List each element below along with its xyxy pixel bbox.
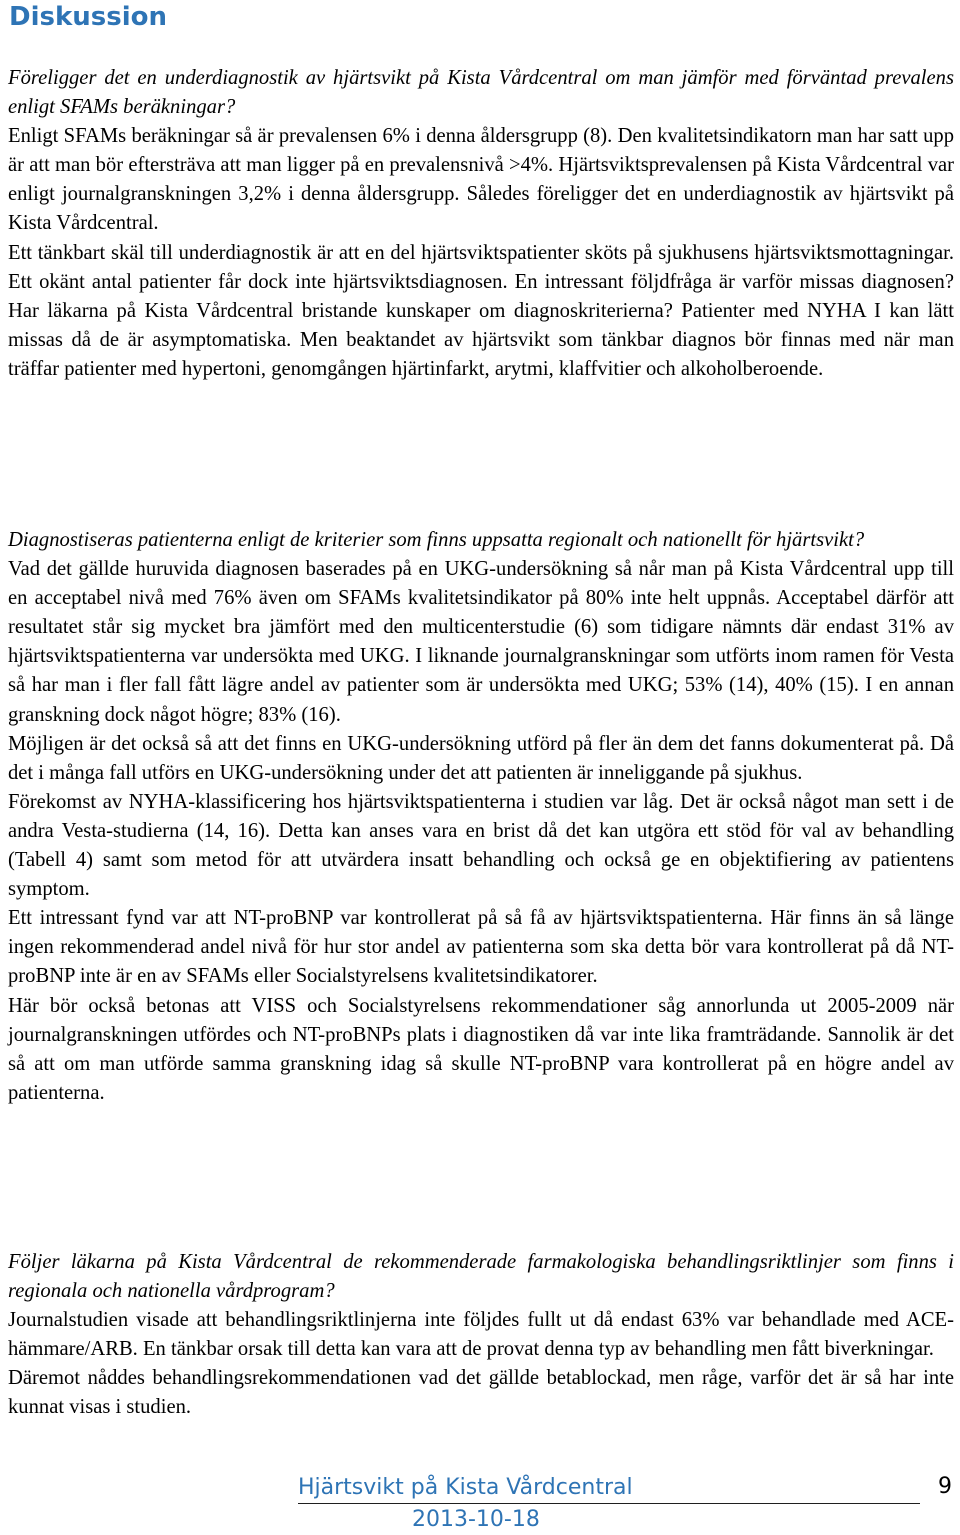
section-behandlingsriktlinjer [8,1248,954,1423]
footer-divider [298,1503,920,1504]
paragraph: Här bör också betonas att VISS och Socialstyrelsens rekommendationer såg annorlunda ut 2005-2009 när journalgranskningen utfördes och NT-proBNPs plats i diagnostiken då var inte lika framträdande. Sannolik är det så att om man utförde samma granskning idag så skulle NT-proBNP vara kontrollerat på en högre andel av patienterna. [8,994,954,1104]
paragraph: Ett tänkbart skäl till underdiagnostik är att en del hjärtsviktspatienter sköts på sjukhusens hjärtsviktsmottagningar. Ett okänt antal patienter får dock inte hjärtsviktsdiagnosen. En intressant följdfråga är varför missas diagnosen? Har läkarna på Kista Vårdcentral bristande kunskaper om diagnoskriterierna? Patienter med NYHA I kan lätt missas då de är asymptomatiska. Men beaktandet av hjärtsvikt som tänkbar diagnos bör finnas med när man träffar patienter med hypertoni, genomgången hjärtinfarkt, arytmi, klaffvitier och alkoholberoende. [8,241,954,380]
paragraph: Däremot nåddes behandlingsrekommendationen vad det gällde betablockad, men råge, varför det är så har inte kunnat visas i studien. [8,1367,954,1419]
page-heading: Diskussion [9,2,168,32]
section-diagnoskriterier [8,526,954,1108]
page-number: 9 [938,1474,952,1499]
section-question: Föreligger det en underdiagnostik av hjärtsvikt på Kista Vårdcentral om man jämför med förväntad prevalens enligt SFAMs beräkningar? [8,67,954,119]
section-question: Följer läkarna på Kista Vårdcentral de rekommenderade farmakologiska behandlingsriktlinjer som finns i regionala och nationella vårdprogram? [8,1251,954,1303]
paragraph: Möjligen är det också så att det finns en UKG-undersökning utförd på fler än dem det fanns dokumenterat på. Då det i många fall utförs en UKG-undersökning under det att patienten är inneliggande på sjukhus. [8,732,954,784]
paragraph: Enligt SFAMs beräkningar så är prevalensen 6% i denna åldersgrupp (8). Den kvalitetsindikatorn man har satt upp är att man bör eftersträva att man ligger på en prevalensnivå >4%. Hjärtsviktsprevalensen på Kista Vårdcentral var enligt journalgranskningen 3,2% i denna åldersgrupp. Således föreligger det en underdiagnostik av hjärtsvikt på Kista Vårdcentral. [8,125,954,235]
footer-title: Hjärtsvikt på Kista Vårdcentral [298,1475,633,1500]
paragraph: Vad det gällde huruvida diagnosen baserades på en UKG-undersökning så når man på Kista Vårdcentral upp till en acceptabel nivå med 76% även om SFAMs kvalitetsindikator på 80% inte helt uppnås. Acceptabel därför att resultatet står sig mycket bra jämfört med den multicenterstudie (6) som tidigare nämnts där endast 31% av hjärtsviktspatienterna var undersökta med UKG. I liknande journalgranskningar som utförts inom ramen för Vesta så har man i fler fall fått lägre andel av patienter som är undersökta med UKG; 53% (14), 40% (15). I en annan granskning dock något högre; 83% (16). [8,558,954,726]
section-underdiagnostik [8,64,954,384]
paragraph: Förekomst av NYHA-klassificering hos hjärtsviktspatienterna i studien var låg. Det är också något man sett i de andra Vesta-studierna (14, 16). Detta kan anses vara en brist då det kan utgöra ett stöd för val av behandling (Tabell 4) samt som metod för att utvärdera insatt behandling och också ge en objektifiering av patientens symptom. [8,790,954,901]
paragraph: Ett intressant fynd var att NT-proBNP var kontrollerat på så få av hjärtsviktspatienterna. Här finns än så länge ingen rekommenderad andel nivå för hur stor andel av patienterna som ska detta bör vara kontrollerat på då NT-proBNP inte är en av SFAMs eller Socialstyrelsens kvalitetsindikatorer. [8,907,954,988]
paragraph: Journalstudien visade att behandlingsriktlinjerna inte följdes fullt ut då endast 63% var behandlade med ACE-hämmare/ARB. En tänkbar orsak till detta kan vara att de provat denna typ av behandling men fått biverkningar. [8,1309,954,1361]
footer-date: 2013-10-18 [412,1507,540,1532]
section-question: Diagnostiseras patienterna enligt de kriterier som finns uppsatta regionalt och nationellt för hjärtsvikt? [8,529,865,551]
